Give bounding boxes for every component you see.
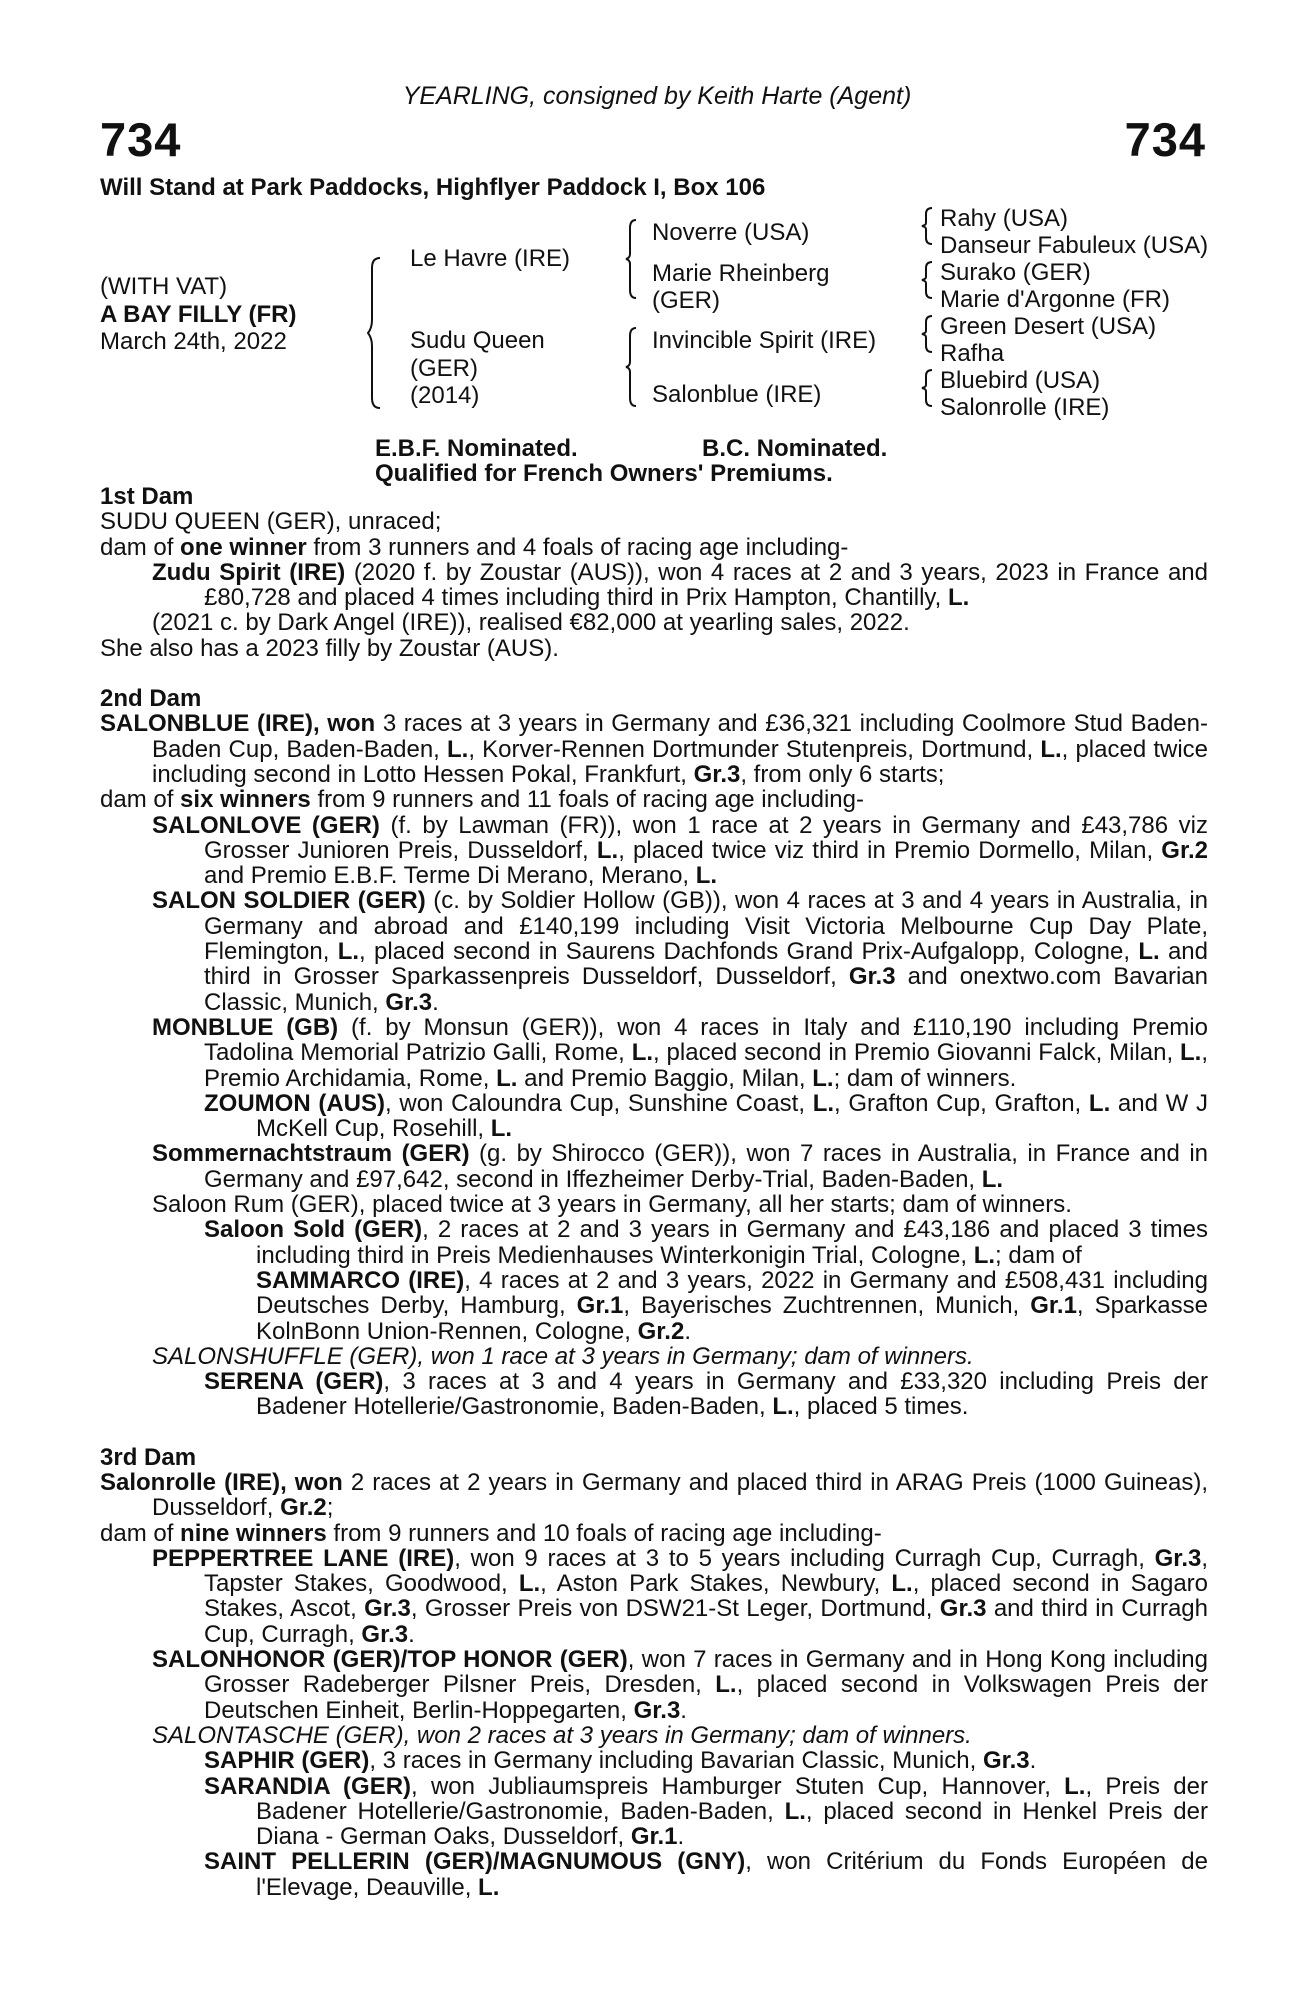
- pedigree-dss: Green Desert (USA): [940, 313, 1157, 340]
- bracket-ss: [922, 206, 936, 246]
- pedigree-dam-line2: (GER): [410, 355, 478, 382]
- entry-serena: SERENA (GER), 3 races at 3 and 4 years in Germany and £33,320 including Preis der Badener Hotellerie/Gastronomie, Baden-Baden, L., placed 5 times.: [204, 1368, 1208, 1421]
- bracket-ds: [922, 314, 936, 354]
- dam-bracket: [626, 326, 642, 408]
- entry-sommernachtstraum: Sommernachtstraum (GER) (g. by Shirocco (GER)), won 7 races in Australia, in France and in Germany and £97,642, second in Iffezheimer Derby-Trial, Baden-Baden, L.: [152, 1140, 1208, 1193]
- pedigree-dam-dam: Salonblue (IRE): [652, 381, 822, 408]
- third-dam-heading: 3rd Dam: [100, 1443, 197, 1471]
- entry-peppertree-lane: PEPPERTREE LANE (IRE), won 9 races at 3 to 5 years including Curragh Cup, Curragh, Gr.3, Tapster Stakes, Goodwood, L., Aston Park Stakes, Newbury, L., placed second in Sagaro Stakes, Ascot, Gr.3, Grosser Preis von DSW21-St Leger, Dortmund, Gr.3 and third in Curragh Cup, Curragh, Gr.3.: [152, 1544, 1209, 1648]
- vat-note: (WITH VAT): [100, 273, 228, 300]
- third-dam-record: Salonrolle (IRE), won 2 races at 2 years in Germany and placed third in ARAG Preis (1000 Guineas), Dusseldorf, Gr.2;: [100, 1468, 1209, 1522]
- pedigree-sire-dam-line2: (GER): [652, 287, 720, 314]
- stand-location: Will Stand at Park Paddocks, Highflyer Paddock I, Box 106: [100, 174, 766, 201]
- french-premiums: Qualified for French Owners' Premiums.: [375, 460, 833, 487]
- pedigree-dam-line3: (2014): [410, 382, 480, 409]
- entry-saloon-rum: Saloon Rum (GER), placed twice at 3 years in Germany, all her starts; dam of winners.: [152, 1191, 1072, 1219]
- foaling-date: March 24th, 2022: [100, 328, 287, 355]
- entry-saloon-sold: Saloon Sold (GER), 2 races at 2 and 3 years in Germany and £43,186 and placed 3 times including third in Preis Medienhauses Winterkonigin Trial, Cologne, L.; dam of: [204, 1216, 1208, 1269]
- pedigree-sire-sire: Noverre (USA): [652, 219, 810, 246]
- entry-saint-pellerin: SAINT PELLERIN (GER)/MAGNUMOUS (GNY), won Critérium du Fonds Européen de l'Elevage, Deauville, L.: [204, 1848, 1208, 1901]
- second-dam-heading: 2nd Dam: [100, 685, 202, 713]
- ebf-nomination: E.B.F. Nominated.: [375, 435, 578, 462]
- entry-zudu-spirit: Zudu Spirit (IRE) (2020 f. by Zoustar (AUS)), won 4 races at 2 and 3 years, 2023 in France and £80,728 and placed 4 times including third in Prix Hampton, Chantilly, L.: [152, 558, 1208, 612]
- second-dam-produce-summary: dam of six winners from 9 runners and 11 foals of racing age including-: [100, 786, 864, 814]
- consignment-line: YEARLING, consigned by Keith Harte (Agent): [402, 82, 912, 110]
- bracket-sd: [922, 260, 936, 300]
- lot-number-left: 734: [100, 113, 182, 166]
- pedigree-dds: Bluebird (USA): [940, 367, 1101, 394]
- first-dam-produce-summary: dam of one winner from 3 runners and 4 foals of racing age including-: [100, 533, 849, 561]
- pedigree-ssd: Danseur Fabuleux (USA): [940, 232, 1209, 259]
- third-dam-produce-summary: dam of nine winners from 9 runners and 10 foals of racing age including-: [100, 1519, 882, 1547]
- entry-saphir: SAPHIR (GER), 3 races in Germany including Bavarian Classic, Munich, Gr.3.: [204, 1747, 1037, 1775]
- pedigree-sdd: Marie d'Argonne (FR): [940, 286, 1170, 313]
- main-pedigree-bracket: [368, 256, 388, 410]
- entry-salonshuffle: SALONSHUFFLE (GER), won 1 race at 3 years in Germany; dam of winners.: [152, 1342, 974, 1370]
- produce-record: [100, 484, 1208, 1900]
- pedigree-sss: Rahy (USA): [940, 205, 1069, 232]
- entry-salontasche: SALONTASCHE (GER), won 2 races at 3 years in Germany; dam of winners.: [152, 1721, 972, 1749]
- entry-sammarco: SAMMARCO (IRE), 4 races at 2 and 3 years, 2022 in Germany and £508,431 including Deutsches Derby, Hamburg, Gr.1, Bayerisches Zuchtrennen, Munich, Gr.1, Sparkasse KolnBonn Union-Rennen, Cologne, Gr.2.: [256, 1266, 1208, 1345]
- lot-number-right: 734: [1124, 113, 1206, 166]
- horse-name: A BAY FILLY (FR): [100, 301, 297, 328]
- second-dam-record: SALONBLUE (IRE), won 3 races at 3 years in Germany and £36,321 including Coolmore Stud Baden-Baden Cup, Baden-Baden, L., Korver-Rennen Dortmunder Stutenpreis, Dortmund, L., placed twice including second in Lotto Hessen Pokal, Frankfurt, Gr.3, from only 6 starts;: [100, 710, 1209, 788]
- pedigree-dsd: Rafha: [940, 340, 1005, 367]
- pedigree-dam-line1: Sudu Queen: [410, 327, 545, 354]
- entry-monblue: MONBLUE (GB) (f. by Monsun (GER)), won 4 races in Italy and £110,190 including Premio Tadolina Memorial Patrizio Galli, Rome, L., placed second in Premio Giovanni Falck, Milan, L., Premio Archidamia, Rome, L. and Premio Baggio, Milan, L.; dam of winners.: [152, 1013, 1208, 1092]
- entry-salonhonor: SALONHONOR (GER)/TOP HONOR (GER), won 7 races in Germany and in Hong Kong including Grosser Radeberger Pilsner Preis, Dresden, L., placed second in Volkswagen Preis der Deutschen Einheit, Berlin-Hoppegarten, Gr.3.: [152, 1646, 1208, 1724]
- pedigree-ddd: Salonrolle (IRE): [940, 394, 1110, 421]
- bc-nomination: B.C. Nominated.: [702, 435, 888, 462]
- entry-2021-colt: (2021 c. by Dark Angel (IRE)), realised €82,000 at yearling sales, 2022.: [152, 609, 910, 637]
- pedigree-dam-sire: Invincible Spirit (IRE): [652, 327, 877, 354]
- first-dam-line: SUDU QUEEN (GER), unraced;: [100, 508, 442, 536]
- pedigree-sds: Surako (GER): [940, 259, 1091, 286]
- sire-bracket: [626, 218, 642, 300]
- first-dam-2023-filly: She also has a 2023 filly by Zoustar (AUS).: [100, 634, 559, 662]
- first-dam-heading: 1st Dam: [100, 483, 194, 510]
- entry-sarandia: SARANDIA (GER), won Jubliaumspreis Hamburger Stuten Cup, Hannover, L., Preis der Badener Hotellerie/Gastronomie, Baden-Baden, L., placed second in Henkel Preis der Diana - German Oaks, Dusseldorf, Gr.1.: [204, 1772, 1208, 1851]
- entry-zoumon: ZOUMON (AUS), won Caloundra Cup, Sunshine Coast, L., Grafton Cup, Grafton, L. and W J McKell Cup, Rosehill, L.: [204, 1089, 1208, 1143]
- entry-salonlove: SALONLOVE (GER) (f. by Lawman (FR)), won 1 race at 2 years in Germany and £43,786 viz Grosser Junioren Preis, Dusseldorf, L., placed twice viz third in Premio Dormello, Milan, Gr.2 and Premio E.B.F. Terme Di Merano, Merano, L.: [152, 811, 1208, 890]
- pedigree-sire-dam-line1: Marie Rheinberg: [652, 260, 830, 287]
- entry-salon-soldier: SALON SOLDIER (GER) (c. by Soldier Hollow (GB)), won 4 races at 3 and 4 years in Australia, in Germany and abroad and £140,199 including Visit Victoria Melbourne Cup Day Plate, Flemington, L., placed second in Saurens Dachfonds Grand Prix-Aufgalopp, Cologne, L. and third in Grosser Sparkassenpreis Dusseldorf, Dusseldorf, Gr.3 and onextwo.com Bavarian Classic, Munich, Gr.3.: [152, 887, 1209, 1016]
- pedigree-sire: Le Havre (IRE): [410, 245, 571, 272]
- bracket-dd: [922, 368, 936, 408]
